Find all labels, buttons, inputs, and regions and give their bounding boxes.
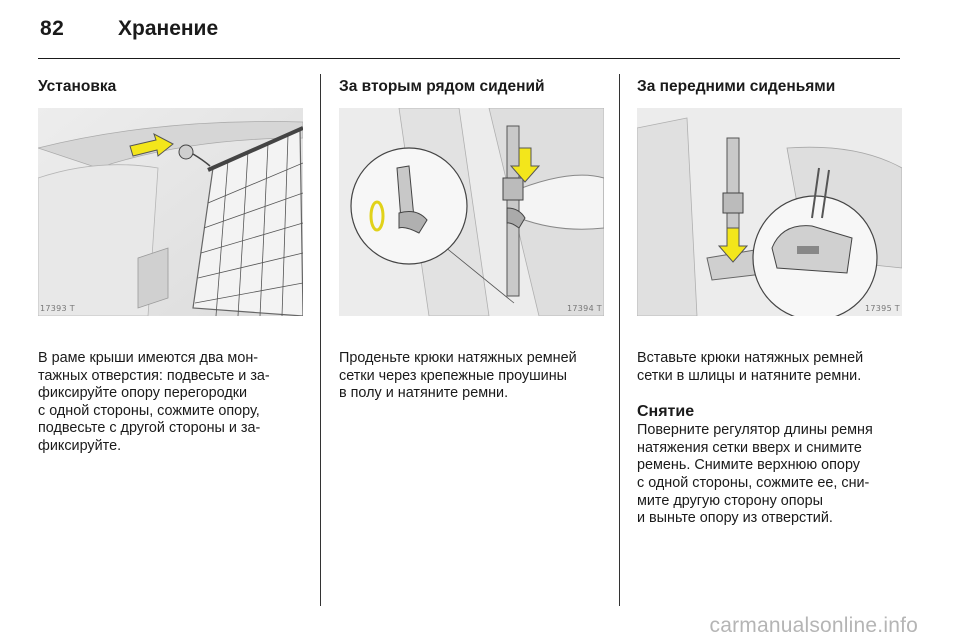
behind-front-seats-text: Вставьте крюки натяжных ремней сетки в шлицы и натяните ремни. bbox=[637, 350, 864, 384]
section-heading-installation: Установка bbox=[38, 78, 117, 95]
illustration-seat-slots bbox=[637, 108, 902, 316]
roof-mount-drawing bbox=[38, 108, 303, 316]
removal-heading: Снятие bbox=[637, 403, 695, 421]
header-rule bbox=[38, 58, 900, 59]
installation-text: В раме крыши имеются два мон- тажных отверстия: подвесьте и за- фиксируйте опору перегородки с одной стороны, сожмите опору, подвесьте с другой стороны и за- фиксируйте. bbox=[38, 350, 270, 454]
figure-code: 17395 T bbox=[865, 304, 900, 313]
section-heading-behind-front-seats: За передними сиденьями bbox=[637, 78, 836, 95]
illustration-floor-eyelets bbox=[339, 108, 604, 316]
section-heading-behind-second-row: За вторым рядом сидений bbox=[339, 78, 545, 95]
floor-eyelet-drawing bbox=[339, 108, 604, 316]
column-installation bbox=[38, 78, 303, 456]
chapter-title: Хранение bbox=[118, 17, 219, 40]
figure-code: 17393 T bbox=[40, 304, 75, 313]
column-divider-1 bbox=[320, 74, 321, 606]
column-behind-front-seats bbox=[637, 78, 902, 528]
illustration-roof-mount bbox=[38, 108, 303, 316]
figure-code: 17394 T bbox=[567, 304, 602, 313]
column-behind-second-row bbox=[339, 78, 604, 403]
watermark: carmanualsonline.info bbox=[709, 614, 918, 637]
column-divider-2 bbox=[619, 74, 620, 606]
removal-text: Поверните регулятор длины ремня натяжения сетки вверх и снимите ремень. Снимите верхнюю опору с одной стороны, сожмите ее, сни- мите другую сторону опоры и выньте опору из отверстий. bbox=[637, 422, 873, 527]
behind-second-row-text: Проденьте крюки натяжных ремней сетки через крепежные проушины в полу и натяните ремни. bbox=[339, 350, 577, 402]
page-number: 82 bbox=[40, 17, 65, 40]
seat-slot-drawing bbox=[637, 108, 902, 316]
